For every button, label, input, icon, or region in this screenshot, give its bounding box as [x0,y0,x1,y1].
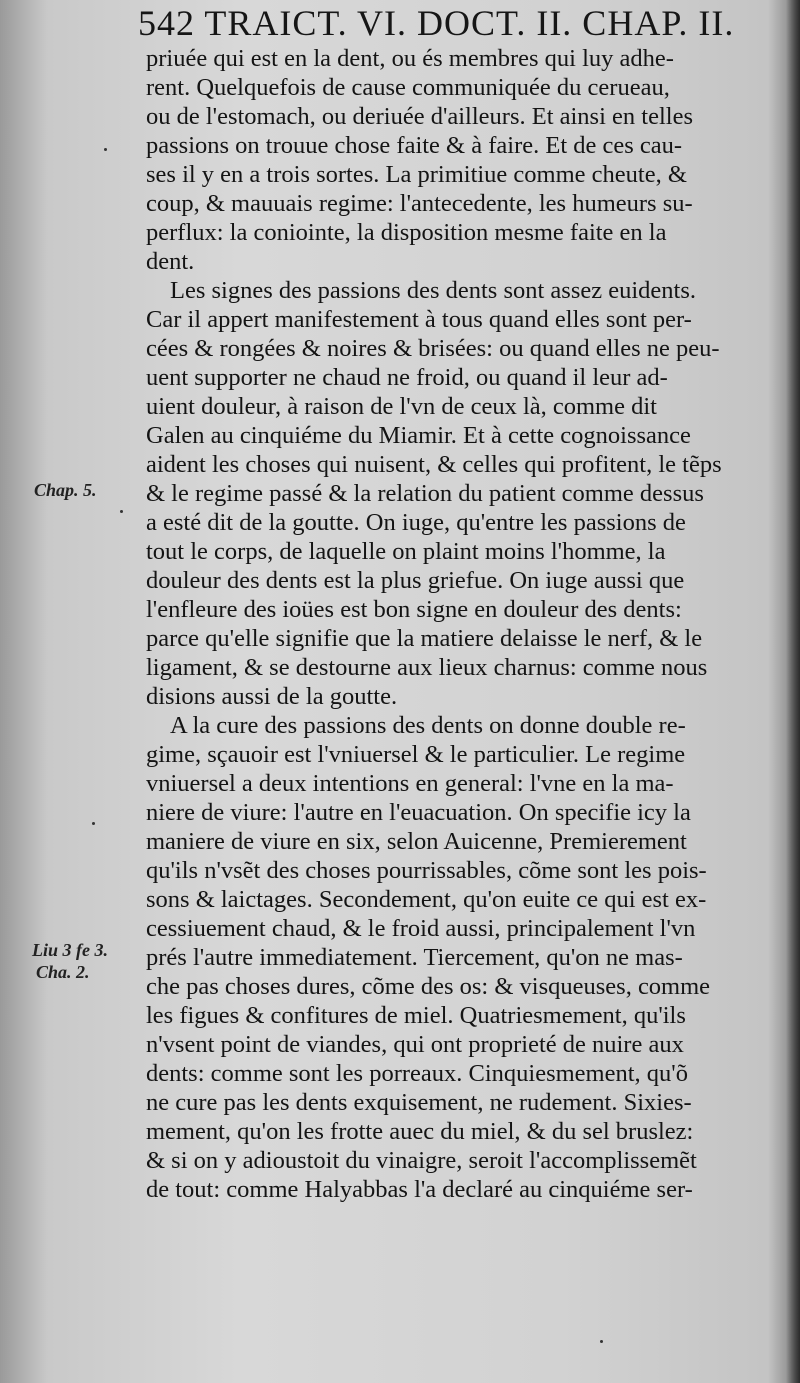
text-line: douleur des dents est la plus griefue. On iuge aussi que [146,567,685,594]
page-edge-shadow [786,0,800,1383]
text-line: rent. Quelquefois de cause communiquée du cerueau, [146,74,670,101]
text-line: Galen au cinquiéme du Miamir. Et à cette cognoissance [146,422,691,449]
text-line: che pas choses dures, cõme des os: & visqueuses, comme [146,973,711,1000]
text-line: Car il appert manifestement à tous quand elles sont per- [146,306,692,333]
text-line: Les signes des passions des dents sont assez euidents. [170,277,696,304]
text-line: qu'ils n'vsẽt des choses pourrissables, cõme sont les pois- [146,857,707,884]
text-line: uent supporter ne chaud ne froid, ou quand il leur ad- [146,364,668,391]
text-line: mement, qu'on les frotte auec du miel, & du sel bruslez: [146,1118,694,1145]
ink-speck [92,822,95,825]
margin-note-liu-3: Liu 3 fe 3. [32,940,108,960]
text-line: ses il y en a trois sortes. La primitiue comme cheute, & [146,161,687,188]
ink-speck [104,148,107,151]
ink-speck [120,510,123,513]
text-line: priuée qui est en la dent, ou és membres qui luy adhe- [146,45,674,72]
text-line: tout le corps, de laquelle on plaint moins l'homme, la [146,538,666,565]
text-line: cessiuement chaud, & le froid aussi, principalement l'vn [146,915,696,942]
text-line: disions aussi de la goutte. [146,683,398,710]
body-text [146,44,786,1204]
text-line: coup, & mauuais regime: l'antecedente, les humeurs su- [146,190,693,217]
text-line: parce qu'elle signifie que la matiere delaisse le nerf, & le [146,625,703,652]
text-line: cées & rongées & noires & brisées: ou quand elles ne peu- [146,335,720,362]
text-line: dent. [146,248,195,275]
text-line: & le regime passé & la relation du patient comme dessus [146,480,704,507]
text-line: ne cure pas les dents exquisement, ne rudement. Sixies- [146,1089,692,1116]
margin-note-cha-2: Cha. 2. [36,962,90,982]
text-line: & si on y adioustoit du vinaigre, seroit l'accomplissemẽt [146,1147,697,1174]
text-line: perflux: la coniointe, la disposition mesme faite en la [146,219,667,246]
running-head: 542 TRAICT. VI. DOCT. II. CHAP. II. [138,3,735,43]
text-line: niere de viure: l'autre en l'euacuation. On specifie icy la [146,799,691,826]
text-line: vniuersel a deux intentions en general: l'vne en la ma- [146,770,674,797]
ink-speck [600,1340,603,1343]
text-line: n'vsent point de viandes, qui ont proprieté de nuire aux [146,1031,684,1058]
text-line: de tout: comme Halyabbas l'a declaré au cinquiéme ser- [146,1176,693,1203]
text-line: uient douleur, à raison de l'vn de ceux là, comme dit [146,393,657,420]
text-line: les figues & confitures de miel. Quatriesmement, qu'ils [146,1002,686,1029]
text-line: gime, sçauoir est l'vniuersel & le particulier. Le regime [146,741,686,768]
text-line: ou de l'estomach, ou deriuée d'ailleurs. Et ainsi en telles [146,103,693,130]
text-line: prés l'autre immediatement. Tiercement, qu'on ne mas- [146,944,683,971]
text-line: aident les choses qui nuisent, & celles qui profitent, le tẽps [146,451,722,478]
text-line: dents: comme sont les porreaux. Cinquiesmement, qu'õ [146,1060,688,1087]
text-line: sons & laictages. Secondement, qu'on euite ce qui est ex- [146,886,707,913]
margin-note-chap-5: Chap. 5. [34,480,97,500]
text-line: ligament, & se destourne aux lieux charnus: comme nous [146,654,708,681]
text-line: passions on trouue chose faite & à faire. Et de ces cau- [146,132,683,159]
text-line: a esté dit de la goutte. On iuge, qu'entre les passions de [146,509,686,536]
text-line: l'enfleure des ioües est bon signe en douleur des dents: [146,596,682,623]
text-line: A la cure des passions des dents on donne double re- [170,712,686,739]
text-line: maniere de viure en six, selon Auicenne, Premierement [146,828,687,855]
